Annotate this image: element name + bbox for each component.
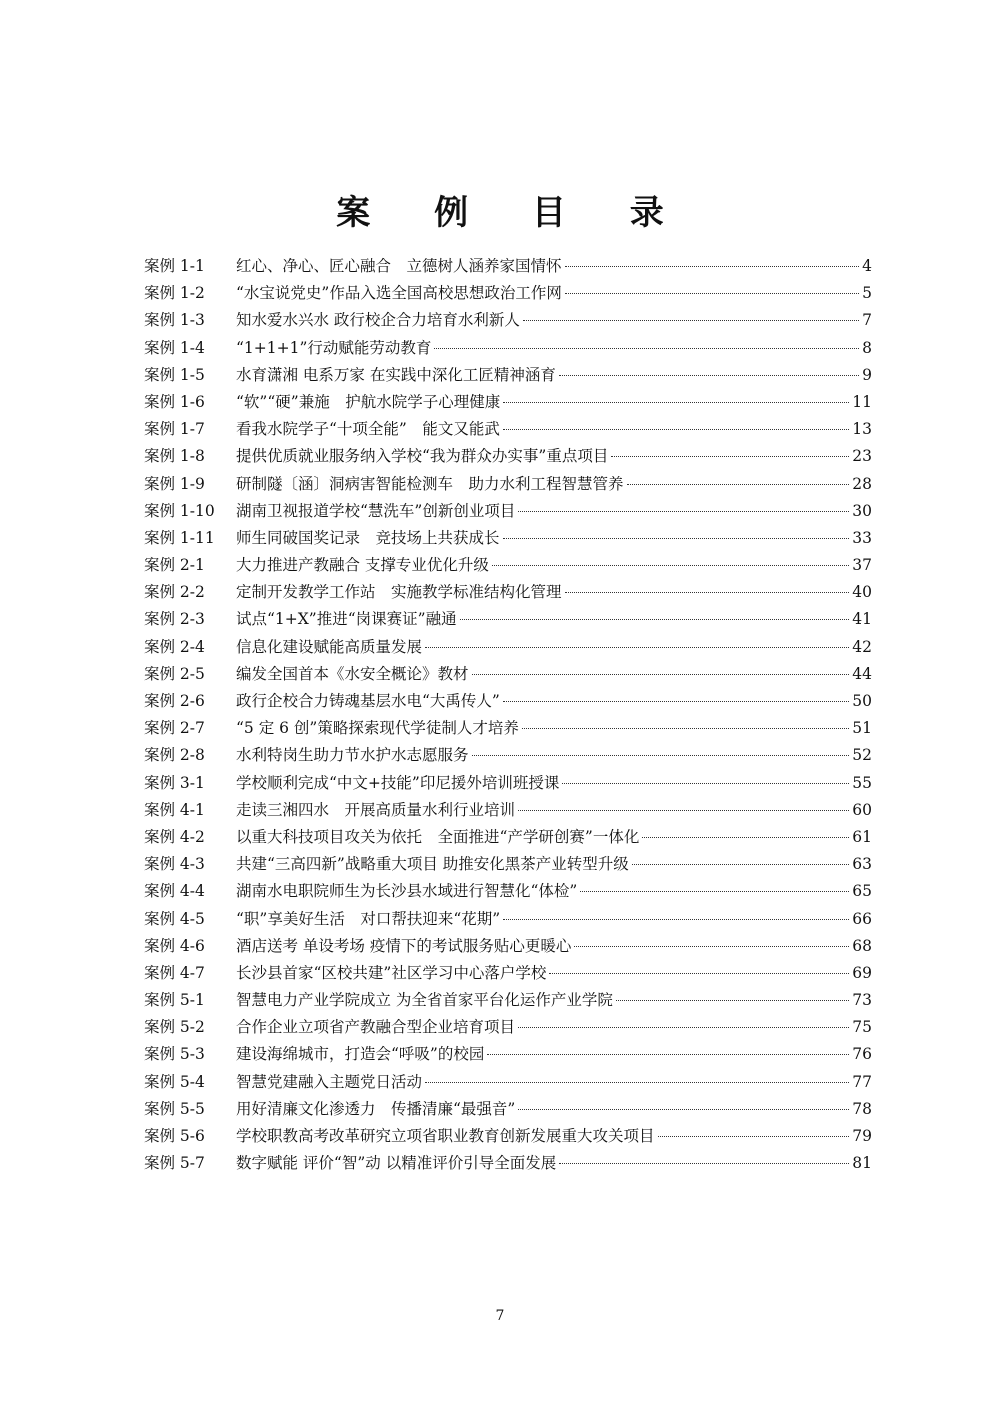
toc-entry[interactable] (144, 715, 872, 742)
toc-entry-title: 大力推进产教融合 支撑专业优化升级 (236, 556, 489, 575)
toc-entry-page: 61 (852, 827, 872, 846)
toc-entry-title: 湖南卫视报道学校“慧洗车”创新创业项目 (236, 501, 516, 520)
toc-entry-title: 走读三湘四水 开展高质量水利行业培训 (236, 800, 516, 819)
toc-entry[interactable] (144, 1014, 872, 1041)
toc-entry[interactable] (144, 1069, 872, 1096)
dot-leader (565, 592, 850, 593)
toc-entry-title: 共建“三高四新”战略重大项目 助推安化黑茶产业转型升级 (236, 855, 629, 874)
toc-entry-label: 案例 1-3 (144, 311, 205, 330)
dot-leader (472, 755, 850, 756)
toc-entry[interactable] (144, 335, 872, 362)
toc-entry[interactable] (144, 878, 872, 905)
toc-entry-label: 案例 4-6 (144, 936, 205, 955)
toc-entry[interactable] (144, 1150, 872, 1177)
dot-leader (522, 728, 849, 729)
toc-entry[interactable] (144, 634, 872, 661)
dot-leader (658, 1136, 850, 1137)
page-number: 7 (495, 1308, 505, 1324)
toc-entry-page: 40 (852, 583, 872, 602)
dot-leader (562, 783, 849, 784)
toc-entry-label: 案例 4-5 (144, 909, 205, 928)
toc-entry-page: 8 (862, 338, 872, 357)
toc-entry[interactable] (144, 1123, 872, 1150)
toc-entry-label: 案例 1-9 (144, 474, 205, 493)
dot-leader (518, 1109, 849, 1110)
toc-entry-label: 案例 4-4 (144, 882, 205, 901)
toc-entry-page: 13 (852, 420, 872, 439)
toc-entry-title: 用好清廉文化渗透力 传播清廉“最强音” (236, 1099, 516, 1118)
dot-leader (503, 538, 850, 539)
toc-entry[interactable] (144, 498, 872, 525)
toc-entry-title: 水育潇湘 电系万家 在实践中深化工匠精神涵育 (236, 365, 556, 384)
toc-entry-title: 水利特岗生助力节水护水志愿服务 (236, 746, 469, 765)
toc-entry[interactable] (144, 307, 872, 334)
toc-entry-title: “水宝说党史”作品入选全国高校思想政治工作网 (236, 284, 562, 303)
toc-entry-title: 师生同破国奖记录 竞技场上共获成长 (236, 528, 500, 547)
toc-entry[interactable] (144, 797, 872, 824)
toc-entry-page: 75 (852, 1018, 872, 1037)
toc-entry-label: 案例 4-2 (144, 827, 205, 846)
toc-entry-page: 9 (862, 365, 872, 384)
dot-leader (565, 293, 859, 294)
toc-entry-label: 案例 1-11 (144, 528, 215, 547)
dot-leader (460, 619, 850, 620)
toc-entry-label: 案例 1-4 (144, 338, 205, 357)
toc-entry[interactable] (144, 525, 872, 552)
toc-entry-title: 试点“1+X”推进“岗课赛证”融通 (236, 610, 457, 629)
dot-leader (503, 919, 849, 920)
toc-entry-title: “5 定 6 创”策略探索现代学徒制人才培养 (236, 719, 519, 738)
toc-entry[interactable] (144, 688, 872, 715)
toc-entry-title: 编发全国首本《水安全概论》教材 (236, 664, 469, 683)
toc-entry-page: 33 (852, 528, 872, 547)
toc-entry[interactable] (144, 960, 872, 987)
toc-entry-label: 案例 1-6 (144, 392, 205, 411)
toc-entry-page: 5 (862, 284, 872, 303)
toc-entry-label: 案例 2-4 (144, 637, 205, 656)
dot-leader (523, 320, 859, 321)
toc-entry-page: 50 (852, 692, 872, 710)
toc-entry-page: 11 (852, 392, 872, 411)
toc-entry-page: 7 (862, 311, 872, 330)
toc-entry-label: 案例 4-1 (144, 800, 205, 819)
dot-leader (487, 1054, 849, 1055)
toc-entry-title: 合作企业立项省产教融合型企业培育项目 (236, 1018, 516, 1037)
toc-entry-title: 湖南水电职院师生为长沙县水域进行智慧化“体检” (236, 882, 578, 901)
toc-entry-page: 28 (852, 474, 872, 493)
toc-entry-page: 51 (852, 719, 872, 738)
table-of-contents (144, 253, 872, 1177)
toc-entry-title: 信息化建设赋能高质量发展 (236, 637, 423, 656)
toc-entry[interactable] (144, 280, 872, 307)
toc-entry[interactable] (144, 1096, 872, 1123)
toc-entry[interactable] (144, 987, 872, 1014)
toc-entry-title: 长沙县首家“区校共建”社区学习中心落户学校 (236, 963, 547, 982)
toc-entry-label: 案例 1-5 (144, 365, 205, 384)
dot-leader (549, 973, 849, 974)
toc-entry[interactable] (144, 851, 872, 878)
toc-entry[interactable] (144, 770, 872, 797)
toc-entry-page: 66 (852, 909, 872, 928)
toc-entry-page: 77 (852, 1072, 872, 1091)
toc-entry[interactable] (144, 1041, 872, 1068)
toc-entry-title: 研制隧〔涵〕洞病害智能检测车 助力水利工程智慧管养 (236, 474, 624, 493)
dot-leader (559, 1163, 849, 1164)
toc-entry-label: 案例 5-7 (144, 1154, 205, 1173)
toc-entry-label: 案例 5-1 (144, 991, 205, 1010)
dot-leader (559, 375, 859, 376)
dot-leader (492, 565, 849, 566)
toc-entry[interactable] (144, 606, 872, 633)
toc-entry-label: 案例 5-5 (144, 1099, 205, 1118)
dot-leader (518, 511, 849, 512)
dot-leader (518, 810, 849, 811)
dot-leader (503, 701, 849, 702)
dot-leader (503, 429, 849, 430)
toc-entry-title: 建设海绵城市，打造会“呼吸”的校园 (236, 1045, 485, 1064)
toc-entry[interactable] (144, 824, 872, 851)
dot-leader (580, 891, 849, 892)
toc-entry-label: 案例 2-7 (144, 719, 205, 738)
toc-entry-title: “1+1+1”行动赋能劳动教育 (236, 338, 432, 357)
dot-leader (574, 946, 849, 947)
toc-entry-label: 案例 2-2 (144, 583, 205, 602)
toc-entry[interactable] (144, 933, 872, 960)
toc-entry-label: 案例 2-8 (144, 746, 205, 765)
dot-leader (434, 348, 859, 349)
toc-entry-label: 案例 5-2 (144, 1018, 205, 1037)
toc-entry-label: 案例 5-6 (144, 1127, 205, 1145)
toc-entry[interactable] (144, 389, 872, 416)
toc-entry-label: 案例 5-3 (144, 1045, 205, 1064)
toc-entry-title: 知水爱水兴水 政行校企合力培育水利新人 (236, 311, 520, 330)
toc-entry-label: 案例 1-2 (144, 284, 205, 303)
toc-entry-title: 提供优质就业服务纳入学校“我为群众办实事”重点项目 (236, 447, 609, 466)
toc-entry[interactable] (144, 443, 872, 470)
dot-leader (425, 1082, 849, 1083)
toc-entry-title: 看我水院学子“十项全能” 能文又能武 (236, 420, 500, 439)
toc-entry-title: 政行企校合力铸魂基层水电“大禹传人” (236, 692, 500, 710)
toc-entry-title: 智慧党建融入主题党日活动 (236, 1072, 423, 1091)
dot-leader (518, 1027, 849, 1028)
toc-entry[interactable] (144, 552, 872, 579)
toc-entry-page: 65 (852, 882, 872, 901)
toc-entry-title: 酒店送考 单设考场 疫情下的考试服务贴心更暖心 (236, 936, 572, 955)
toc-entry-label: 案例 5-4 (144, 1072, 205, 1091)
toc-entry-label: 案例 2-3 (144, 610, 205, 629)
toc-entry-label: 案例 3-1 (144, 773, 205, 792)
toc-entry-page: 30 (852, 501, 872, 520)
toc-entry-page: 23 (852, 447, 872, 466)
toc-entry-page: 78 (852, 1099, 872, 1118)
toc-entry-label: 案例 4-3 (144, 855, 205, 874)
toc-entry-title: 学校职教高考改革研究立项省职业教育创新发展重大攻关项目 (236, 1127, 655, 1145)
page-title: 案 例 目 录 (336, 192, 690, 233)
toc-entry-label: 案例 2-6 (144, 692, 205, 710)
toc-entry-page: 42 (852, 637, 872, 656)
toc-entry-page: 60 (852, 800, 872, 819)
dot-leader (642, 837, 849, 838)
toc-entry-label: 案例 2-5 (144, 664, 205, 683)
toc-entry-title: 数字赋能 评价“智”动 以精准评价引导全面发展 (236, 1154, 557, 1173)
dot-leader (611, 456, 849, 457)
toc-entry-page: 41 (852, 610, 872, 629)
toc-entry-title: 红心、净心、匠心融合 立德树人涵养家国情怀 (236, 257, 562, 275)
toc-entry-page: 4 (862, 257, 872, 275)
toc-entry-page: 63 (852, 855, 872, 874)
dot-leader (616, 1000, 849, 1001)
toc-entry-label: 案例 1-1 (144, 257, 205, 275)
toc-entry[interactable] (144, 362, 872, 389)
toc-entry[interactable] (144, 742, 872, 769)
toc-entry-label: 案例 2-1 (144, 556, 205, 575)
dot-leader (472, 674, 850, 675)
toc-entry-page: 52 (852, 746, 872, 765)
dot-leader (627, 484, 850, 485)
toc-entry-page: 73 (852, 991, 872, 1010)
toc-entry-title: 定制开发教学工作站 实施教学标准结构化管理 (236, 583, 562, 602)
toc-entry-page: 55 (852, 773, 872, 792)
toc-entry-title: 学校顺利完成“中文+技能”印尼援外培训班授课 (236, 773, 560, 792)
dot-leader (632, 864, 849, 865)
toc-entry[interactable] (144, 471, 872, 498)
toc-entry-page: 69 (852, 963, 872, 982)
toc-entry-page: 68 (852, 936, 872, 955)
toc-entry-label: 案例 4-7 (144, 963, 205, 982)
toc-entry-page: 76 (852, 1045, 872, 1064)
toc-entry-page: 37 (852, 556, 872, 575)
toc-entry[interactable] (144, 253, 872, 280)
toc-entry-title: 智慧电力产业学院成立 为全省首家平台化运作产业学院 (236, 991, 613, 1010)
toc-entry[interactable] (144, 906, 872, 933)
toc-entry-title: “软”“硬”兼施 护航水院学子心理健康 (236, 392, 501, 411)
dot-leader (425, 647, 849, 648)
toc-entry-label: 案例 1-8 (144, 447, 205, 466)
toc-entry-page: 44 (852, 664, 872, 683)
toc-entry[interactable] (144, 416, 872, 443)
toc-entry-label: 案例 1-7 (144, 420, 205, 439)
dot-leader (503, 402, 849, 403)
toc-entry-page: 81 (852, 1154, 872, 1173)
dot-leader (565, 266, 860, 267)
toc-entry[interactable] (144, 579, 872, 606)
toc-entry[interactable] (144, 661, 872, 688)
toc-entry-page: 79 (852, 1127, 872, 1145)
toc-entry-label: 案例 1-10 (144, 501, 215, 520)
toc-entry-title: 以重大科技项目攻关为依托 全面推进“产学研创赛”一体化 (236, 827, 640, 846)
toc-entry-title: “职”享美好生活 对口帮扶迎来“花期” (236, 909, 501, 928)
